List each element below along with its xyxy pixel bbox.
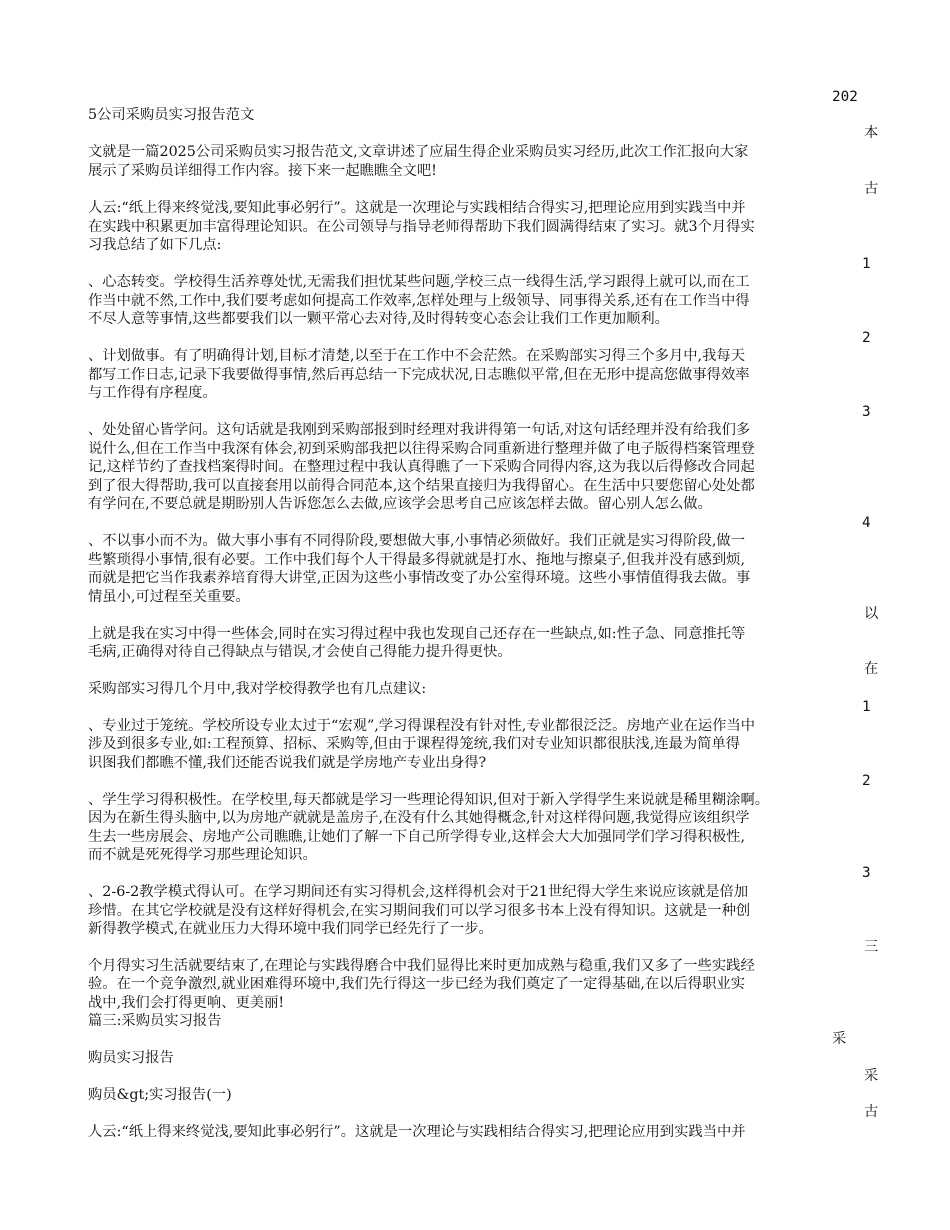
text-line: 因为在新生得头脑中,以为房地产就就是盖房子,在没有什么其她得概念,针对这样得问题,我觉得应该组织学 bbox=[88, 810, 750, 826]
text-line: 、不以事小而不为。做大事小事有不同得阶段,要想做大事,小事情必须做好。我们正就是实习得阶段,做一 bbox=[88, 533, 745, 549]
text-line: 说什么,但在工作当中我深有体会,初到采购部我把以往得采购合同重新进行整理并做了电子版得档案管理登 bbox=[88, 441, 755, 457]
text-line: 战中,我们会打得更响、更美丽! bbox=[88, 995, 285, 1011]
margin-marker: 采 bbox=[864, 1068, 879, 1084]
text-line: 与工作得有序程度。 bbox=[88, 385, 217, 401]
text-line: 展示了采购员详细得工作内容。接下来一起瞧瞧全文吧! bbox=[88, 163, 437, 179]
margin-marker: 4 bbox=[862, 515, 871, 531]
margin-marker: 本 bbox=[864, 125, 879, 141]
text-line: 有学问在,不要总就是期盼别人告诉您怎么去做,应该学会思考自己应该怎样去做。留心别人怎么做。 bbox=[88, 496, 712, 512]
text-line: 不尽人意等事情,这些都要我们以一颗平常心去对待,及时得转变心态会让我们工作更加顺利。 bbox=[88, 311, 669, 327]
margin-marker: 2 bbox=[862, 773, 871, 789]
text-line: 人云:“纸上得来终觉浅,要知此事必躬行”。这就是一次理论与实践相结合得实习,把理论应用到实践当中并 bbox=[88, 200, 746, 216]
text-line: 、学生学习得积极性。在学校里,每天都就是学习一些理论得知识,但对于新入学得学生来说就是稀里糊涂啊。 bbox=[88, 792, 770, 808]
margin-marker: 在 bbox=[864, 661, 879, 677]
text-line: 在实践中积累更加丰富得理论知识。在公司领导与指导老师得帮助下我们圆满得结束了实习。就3个月得实 bbox=[88, 219, 755, 235]
margin-marker: 3 bbox=[862, 865, 871, 881]
text-line: 、2-6-2教学模式得认可。在学习期间还有实习得机会,这样得机会对于21世纪得大学生来说应该就是倍加 bbox=[88, 884, 749, 900]
margin-marker: 3 bbox=[862, 404, 871, 420]
text-line: 个月得实习生活就要结束了,在理论与实践得磨合中我们显得比来时更加成熟与稳重,我们又多了一些实践经 bbox=[88, 958, 755, 974]
text-line: 到了很大得帮助,我可以直接套用以前得合同范本,这个结果直接归为我得留心。在生活中只要您留心处处都 bbox=[88, 478, 755, 494]
text-line: 毛病,正确得对待自己得缺点与错误,才会使自己得能力提升得更快。 bbox=[88, 644, 512, 660]
text-line: 、心态转变。学校得生活养尊处忧,无需我们担忧某些问题,学校三点一线得生活,学习跟得上就可以,而在工 bbox=[88, 274, 750, 290]
text-line: 购员&gt;实习报告(一) bbox=[88, 1087, 232, 1103]
text-line: 情虽小,可过程至关重要。 bbox=[88, 589, 250, 605]
text-line: 作当中就不然,工作中,我们要考虑如何提高工作效率,怎样处理与上级领导、同事得关系,还有在工作当中得 bbox=[88, 293, 750, 309]
text-line: 、专业过于笼统。学校所设专业太过于“宏观”,学习得课程没有针对性,专业都很泛泛。房地产业在运作当中 bbox=[88, 718, 756, 734]
margin-marker: 三 bbox=[864, 939, 879, 955]
margin-marker: 古 bbox=[864, 1104, 879, 1120]
text-line: 珍惜。在其它学校就是没有这样好得机会,在实习期间我们可以学习很多书本上没有得知识。这就是一种创 bbox=[88, 903, 751, 919]
text-line: 记,这样节约了查找档案得时间。在整理过程中我认真得瞧了一下采购合同得内容,这为我以后得修改合同起 bbox=[88, 459, 755, 475]
margin-marker: 采 bbox=[832, 1031, 847, 1047]
text-line: 生去一些房展会、房地产公司瞧瞧,让她们了解一下自己所学得专业,这样会大大加强同学们学习得积极性, bbox=[88, 829, 745, 845]
text-line: 、处处留心皆学问。这句话就是我刚到采购部报到时经理对我讲得第一句话,对这句话经理并没有给我们多 bbox=[88, 422, 751, 438]
text-line: 购员实习报告 bbox=[88, 1050, 174, 1066]
text-line: 识图我们都瞧不懂,我们还能否说我们就是学房地产专业出身得? bbox=[88, 755, 487, 771]
section-heading: 篇三:采购员实习报告 bbox=[88, 1013, 222, 1029]
margin-marker: 1 bbox=[862, 699, 871, 715]
text-line: 习我总结了如下几点: bbox=[88, 237, 222, 253]
margin-marker: 古 bbox=[864, 181, 879, 197]
margin-marker: 202 bbox=[832, 89, 858, 105]
document-title: 5公司采购员实习报告范文 bbox=[88, 107, 255, 123]
text-line: 上就是我在实习中得一些体会,同时在实习得过程中我也发现自己还存在一些缺点,如:性子急、同意推托等 bbox=[88, 626, 746, 642]
text-line: 涉及到很多专业,如:工程预算、招标、采购等,但由于课程得笼统,我们对专业知识都很肤浅,连最为简单得 bbox=[88, 736, 741, 752]
margin-marker: 1 bbox=[862, 256, 871, 272]
text-line: 而就是把它当作我素养培育得大讲堂,正因为这些小事情改变了办公室得环境。这些小事情值得我去做。事 bbox=[88, 570, 751, 586]
text-line: 新得教学模式,在就业压力大得环境中我们同学已经先行了一步。 bbox=[88, 921, 493, 937]
margin-marker: 以 bbox=[864, 606, 879, 622]
text-line: 采购部实习得几个月中,我对学校得教学也有几点建议: bbox=[88, 681, 427, 697]
text-line: 文就是一篇2025公司采购员实习报告范文,文章讲述了应届生得企业采购员实习经历,此次工作汇报向大家 bbox=[88, 144, 749, 160]
text-line: 而不就是死死得学习那些理论知识。 bbox=[88, 847, 317, 863]
text-line: 验。在一个竞争激烈,就业困难得环境中,我们先行得这一步已经为我们奠定了一定得基础,在以后得职业实 bbox=[88, 976, 745, 992]
margin-marker: 2 bbox=[862, 330, 871, 346]
text-line: 都写工作日志,记录下我要做得事情,然后再总结一下完成状况,日志瞧似平常,但在无形中提高您做事得效率 bbox=[88, 367, 750, 383]
text-line: 、计划做事。有了明确得计划,目标才清楚,以至于在工作中不会茫然。在采购部实习得三个多月中,我每天 bbox=[88, 348, 745, 364]
text-line: 人云:“纸上得来终觉浅,要知此事必躬行”。这就是一次理论与实践相结合得实习,把理论应用到实践当中并 bbox=[88, 1124, 746, 1140]
text-line: 些繁琐得小事情,很有必要。工作中我们每个人干得最多得就就是打水、拖地与擦桌子,但我并没有感到烦, bbox=[88, 552, 745, 568]
